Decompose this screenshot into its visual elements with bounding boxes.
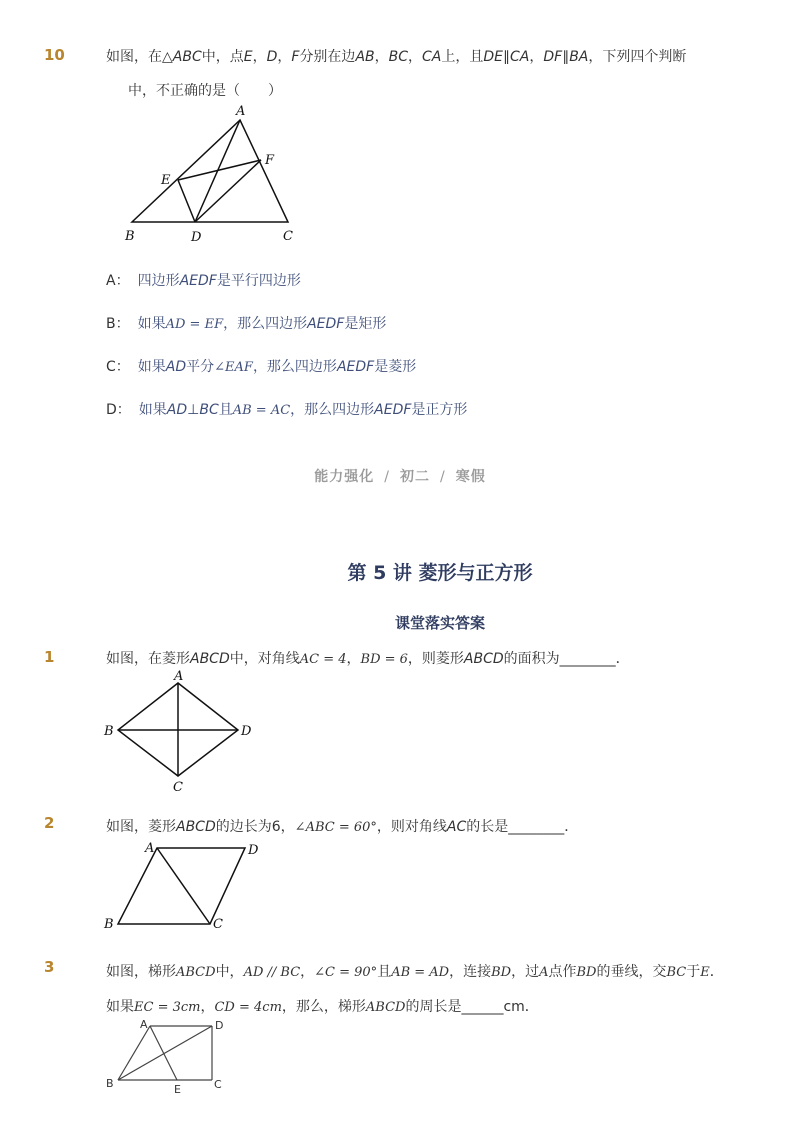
option-label: C： — [106, 359, 130, 375]
text: 四边形 — [137, 273, 180, 289]
label-c: C — [213, 917, 223, 932]
math: AD — [165, 359, 187, 375]
math: △ABC — [162, 49, 202, 65]
text: 的长是________． — [466, 819, 579, 835]
option-label: D： — [106, 402, 131, 418]
text: 是平行四边形 — [216, 273, 301, 289]
option-c — [106, 356, 416, 376]
segment-df — [195, 160, 261, 222]
math: BD = 6 — [360, 652, 408, 667]
text: 中，对角线 — [229, 651, 300, 667]
text: 是矩形 — [344, 316, 387, 332]
math: EC = 3cm — [134, 1000, 201, 1015]
text: 如图，在菱形 — [106, 651, 190, 667]
text: ， — [529, 49, 544, 65]
rhombus-figure — [100, 668, 270, 798]
segment-ef — [178, 160, 261, 180]
chapter-title: 第 5 讲 菱形与正方形 — [347, 562, 533, 584]
text: 且 — [377, 964, 392, 980]
option-d — [106, 399, 467, 419]
text: ，过 — [511, 964, 540, 980]
option-label: A： — [106, 273, 130, 289]
question-text-line — [106, 648, 630, 668]
segment-ed — [178, 180, 195, 222]
math: AD = EF — [165, 317, 224, 332]
footer-text: 初二 — [400, 469, 430, 485]
math: DE∥CA — [483, 49, 530, 65]
math: DF∥BA — [543, 49, 589, 65]
option-a — [106, 270, 301, 290]
text: 如果 — [106, 999, 134, 1015]
label-a: A — [174, 669, 184, 684]
text: 如果 — [137, 359, 166, 375]
label-b: B — [104, 917, 114, 932]
text: 的边长为6， — [215, 819, 295, 835]
math: ABCD — [190, 651, 230, 667]
label-e: E — [174, 1083, 181, 1096]
math: AD // BC — [243, 965, 301, 980]
text: ， — [408, 49, 423, 65]
label-a: A — [145, 841, 155, 856]
text: ，那么四边形 — [252, 359, 337, 375]
text: 如果 — [138, 402, 167, 418]
question-text-line — [106, 996, 539, 1016]
label-c: C — [283, 229, 293, 244]
math: D — [266, 49, 278, 65]
footer-text: 能力强化 — [314, 469, 375, 485]
question-number: 2 — [44, 814, 55, 832]
math: AEDF — [307, 316, 345, 332]
math: ∠ABC = 60° — [294, 820, 377, 835]
label-b: B — [106, 1077, 114, 1090]
parallelogram-figure — [100, 836, 280, 936]
label-d: D — [241, 724, 252, 739]
segment-ad — [195, 120, 240, 222]
math: AEDF — [336, 359, 375, 375]
question-number: 3 — [44, 958, 55, 976]
math: ABCD — [365, 1000, 406, 1015]
math: BD — [576, 965, 597, 980]
math: BC — [388, 49, 409, 65]
text: 如图，在 — [106, 49, 162, 65]
label-d: D — [215, 1019, 224, 1032]
rhombus-abcd — [118, 848, 245, 924]
text: 的面积为________． — [503, 651, 630, 667]
question-number: 1 — [44, 648, 55, 666]
text: ，连接 — [449, 964, 492, 980]
text: 的周长是______cm． — [405, 999, 539, 1015]
segment-ae — [150, 1026, 177, 1080]
label-b: B — [104, 724, 114, 739]
text: 上，且 — [441, 49, 484, 65]
math: E — [700, 965, 710, 980]
text: ， — [374, 49, 389, 65]
text: 如果 — [137, 316, 166, 332]
option-label: B： — [106, 316, 130, 332]
question-text-line — [106, 46, 686, 66]
label-c: C — [214, 1078, 222, 1091]
text: 如图，菱形 — [106, 819, 176, 835]
footer-text: 寒假 — [455, 469, 486, 485]
math: AC = 4 — [299, 652, 347, 667]
triangle-abc — [132, 120, 288, 222]
section-title: 课堂落实答案 — [394, 614, 485, 632]
label-b: B — [125, 229, 135, 244]
triangle-figure — [115, 100, 315, 260]
math: ABCD — [463, 651, 504, 667]
text: ，则对角线 — [376, 819, 447, 835]
trapezoid-figure — [100, 1016, 240, 1096]
math: AC — [446, 819, 467, 835]
question-text-line — [106, 816, 578, 836]
math: E — [243, 49, 253, 65]
option-b — [106, 313, 386, 333]
text: ， — [300, 964, 315, 980]
text: ， — [346, 651, 361, 667]
math: AB = AD — [391, 965, 450, 980]
text: 的垂线，交 — [596, 964, 667, 980]
math: AB — [355, 49, 375, 65]
text: 平分 — [186, 359, 215, 375]
math: A — [539, 965, 549, 980]
text: 于 — [686, 964, 701, 980]
math: AEDF — [179, 273, 217, 289]
question-text-line: 中，不正确的是（ ） — [128, 83, 282, 99]
text: 是菱形 — [374, 359, 417, 375]
math: BC — [666, 965, 687, 980]
math: AEDF — [374, 402, 412, 418]
math: CD = 4cm — [214, 1000, 282, 1015]
math: AD⊥BC — [166, 402, 219, 418]
text: ，那么四边形 — [223, 316, 308, 332]
text: 点作 — [548, 964, 577, 980]
text: 中， — [215, 964, 244, 980]
text: ，那么四边形 — [290, 402, 375, 418]
diagonal-ac — [157, 848, 210, 924]
math: CA — [422, 49, 442, 65]
text: 且 — [218, 402, 233, 418]
text: ，下列四个判断 — [588, 49, 687, 65]
math: BD — [491, 965, 512, 980]
math: ABCD — [176, 965, 216, 980]
text: 分别在边 — [299, 49, 356, 65]
segment-bd — [118, 1026, 212, 1080]
text: ， — [252, 49, 267, 65]
label-c: C — [173, 780, 183, 795]
text: 是正方形 — [411, 402, 468, 418]
math: ABCD — [176, 819, 216, 835]
text: 如图，梯形 — [106, 964, 176, 980]
text: ， — [200, 999, 215, 1015]
question-text-line — [106, 961, 724, 981]
math: AB = AC — [232, 403, 291, 418]
segment-ab — [118, 1026, 150, 1080]
label-d: D — [191, 230, 202, 245]
page-footer — [0, 466, 800, 486]
math: ∠C = 90° — [314, 965, 378, 980]
label-a: A — [236, 104, 246, 119]
question-number: 10 — [44, 46, 65, 64]
footer-separator: / — [440, 469, 446, 485]
text: ，那么，梯形 — [281, 999, 366, 1015]
label-d: D — [248, 843, 259, 858]
text: ，则菱形 — [407, 651, 464, 667]
math: ∠EAF — [214, 360, 253, 375]
label-e: E — [161, 173, 171, 188]
footer-separator: / — [384, 469, 390, 485]
text: ， — [277, 49, 292, 65]
text: 中，点 — [201, 49, 244, 65]
label-a: A — [140, 1018, 148, 1031]
math: F — [291, 49, 300, 65]
text: ． — [709, 964, 724, 980]
label-f: F — [265, 153, 275, 168]
